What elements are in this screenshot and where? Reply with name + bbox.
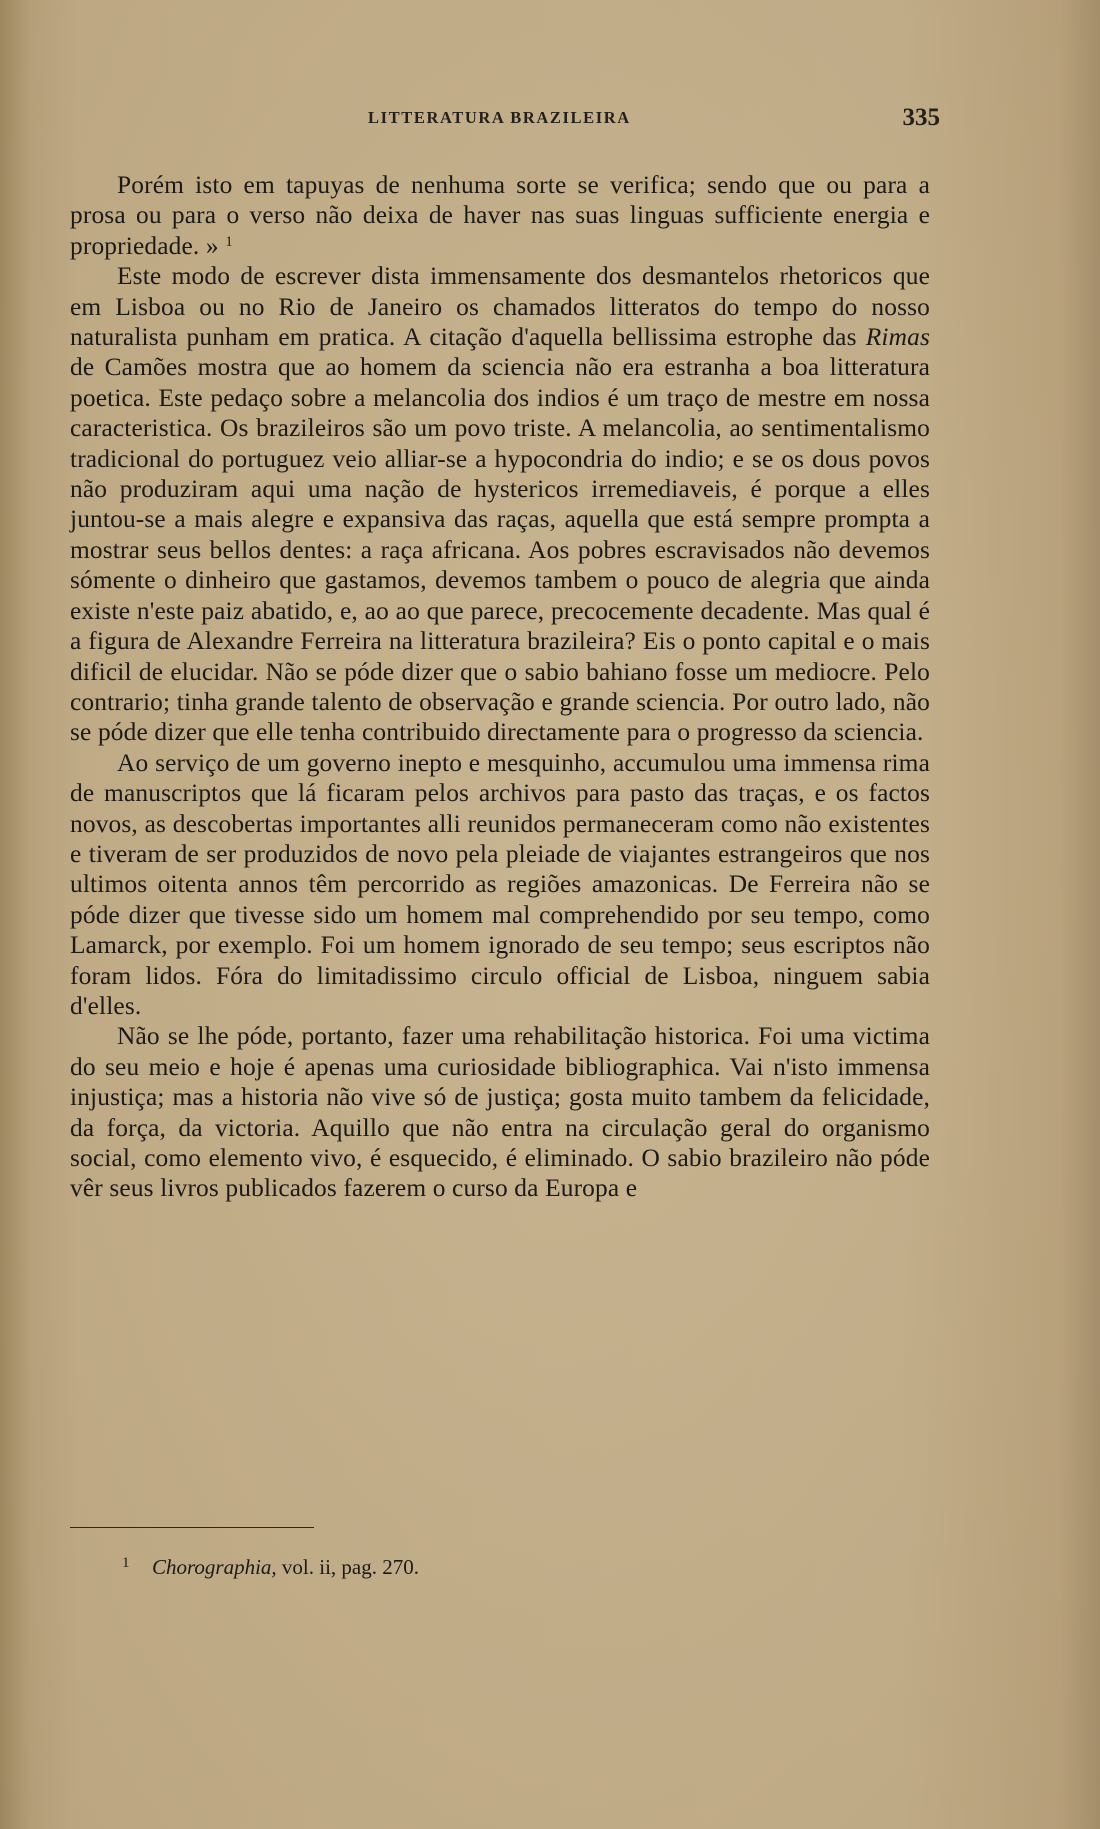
main-text	[70, 170, 930, 1204]
footnote-divider	[70, 1527, 314, 1528]
footnote	[122, 1555, 419, 1580]
footnote-title: Chorographia,	[152, 1555, 277, 1579]
footnote-text	[122, 1555, 419, 1580]
paragraph-2-text-start: Este modo de escrever dista immensamente dos desmantelos rhetoricos que em Lisboa ou no Rio de Janeiro os chamados litteratos do tempo do nosso naturalista punham em pratica. A citação d'aquella bellissima estrophe das	[70, 262, 930, 352]
rimas-title: Rimas	[865, 323, 930, 352]
paragraph-2-text-end: de Camões mostra que ao homem da sciencia não era estranha a boa litteratura poetica. Este pedaço sobre a melancolia dos indios é um traço de mestre em nossa caracteristica. Os brazileiros são um povo triste. A melancolia, ao sentimentalismo tradicional do portuguez veio alliar-se a hypocondria do indio; e se os dous povos não produziram aqui uma nação de hystericos irremediaveis, é porque a elles juntou-se a mais alegre e expansiva das raças, aquella que está sempre prompta a mostrar seus bellos dentes: a raça africana. Aos pobres escravisados não devemos sómente o dinheiro que gastamos, devemos tambem o pouco de alegria que ainda existe n'este paiz abatido, e, ao ao que parece, precocemente decadente. Mas qual é a figura de Alexandre Ferreira na litteratura brazileira? Eis o ponto capital e o mais dificil de elucidar. Não se póde dizer que o sabio bahiano fosse um mediocre. Pelo contrario; tinha grande talento de observação e grande sciencia. Por outro lado, não se póde dizer que elle tenha contribuido directamente para o progresso da sciencia.	[70, 353, 930, 747]
page-number: 335	[902, 104, 940, 131]
running-head: LITTERATURA BRAZILEIRA	[368, 108, 631, 127]
footnote-reference: 1	[225, 233, 233, 250]
footnote-mark: 1	[122, 1555, 130, 1571]
paragraph-1	[70, 170, 930, 261]
footnote-detail: vol. ii, pag. 270.	[281, 1555, 419, 1579]
paragraph-3: Ao serviço de um governo inepto e mesquinho, accumulou uma immensa rima de manuscriptos que lá ficaram pelos archivos para pasto das traças, e os factos novos, as descobertas importantes alli reunidos permaneceram como não existentes e tiveram de ser produzidos de novo pela pleiade de viajantes estrangeiros que nos ultimos oitenta annos têm percorrido as regiões amazonicas. De Ferreira não se póde dizer que tivesse sido um homem mal comprehendido por seu tempo, como Lamarck, por exemplo. Foi um homem ignorado de seu tempo; seus escriptos não foram lidos. Fóra do limitadissimo circulo official de Lisboa, ninguem sabia d'elles.	[70, 748, 930, 1020]
paragraph-1-text: Porém isto em tapuyas de nenhuma sorte se verifica; sendo que ou para a prosa ou para o verso não deixa de haver nas suas linguas sufficiente energia e propriedade. »	[70, 171, 930, 260]
paragraph-4: Não se lhe póde, portanto, fazer uma rehabilitação historica. Foi uma victima do seu meio e hoje é apenas uma curiosidade bibliographica. Vai n'isto immensa injustiça; mas a historia não vive só de justiça; gosta muito tambem da felicidade, da força, da victoria. Aquillo que não entra na circulação geral do organismo social, como elemento vivo, é esquecido, é eliminado. O sabio brazileiro não póde vêr seus livros publicados fazerem o curso da Europa e	[70, 1022, 930, 1203]
page-header	[70, 104, 940, 138]
paragraph-2	[70, 261, 930, 748]
